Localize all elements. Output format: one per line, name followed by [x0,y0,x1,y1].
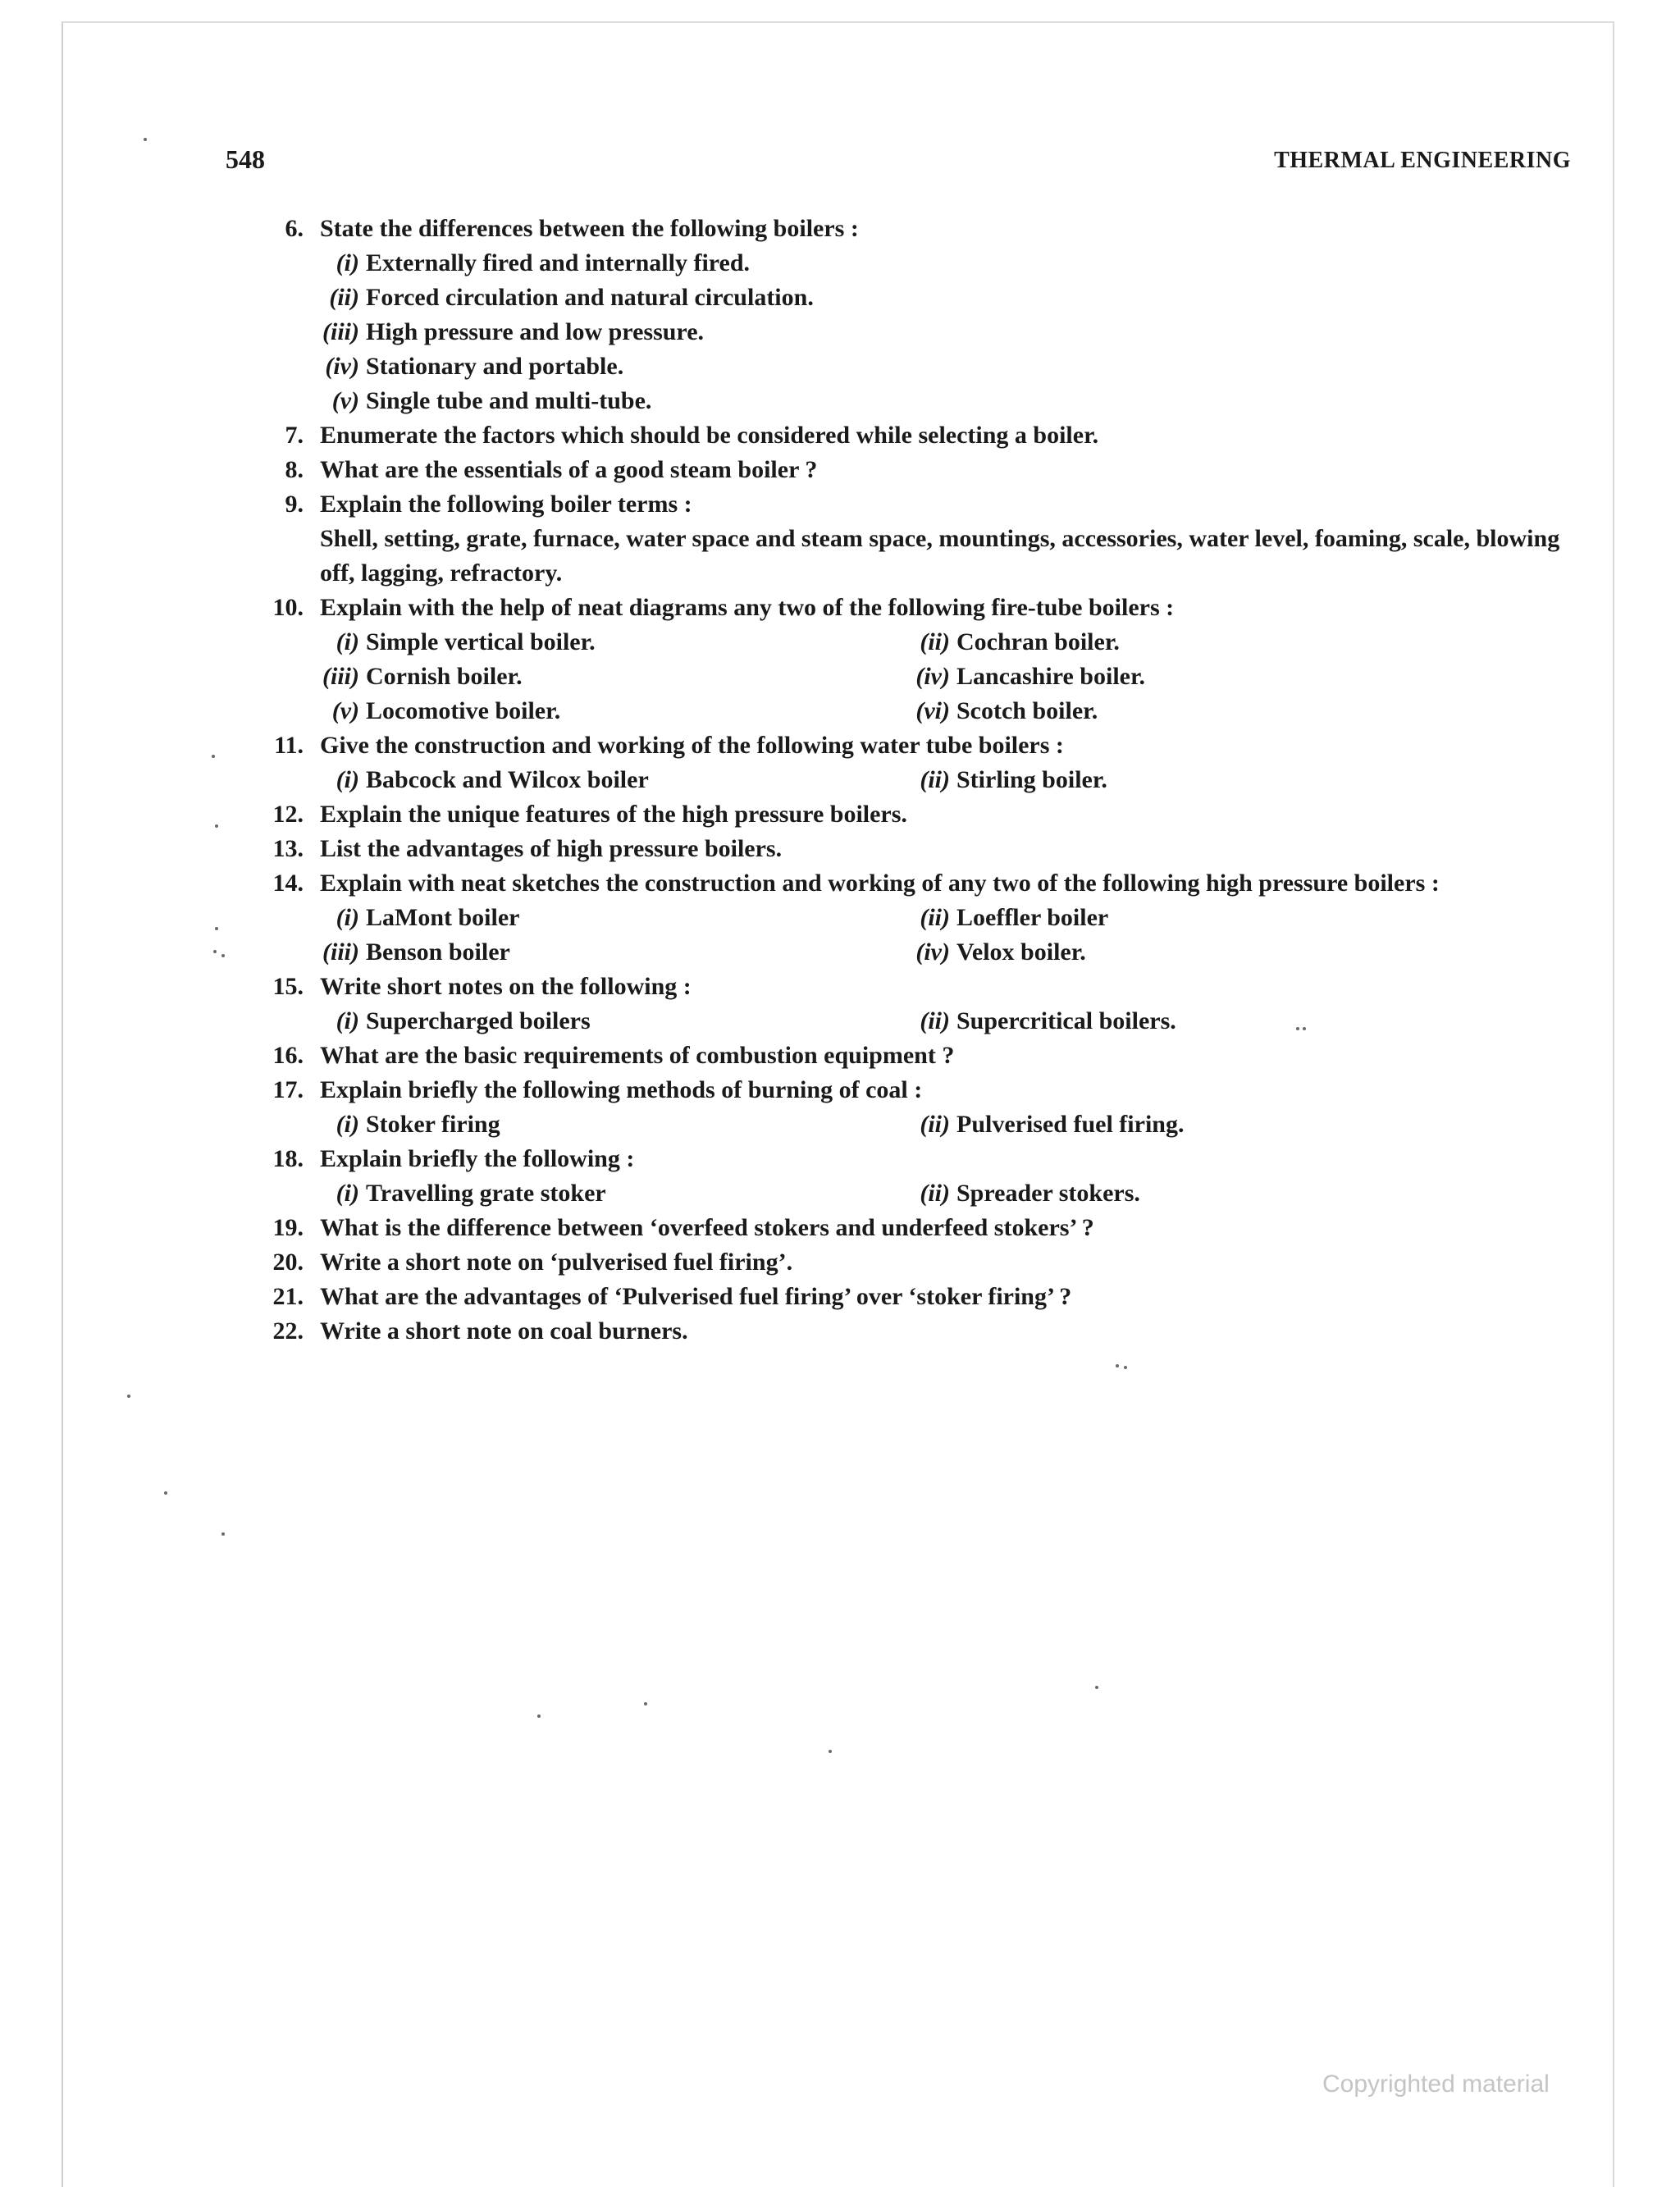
sub-item-numeral: (iv) [915,663,950,690]
scan-speck [1303,1027,1306,1030]
question-number: 22. [272,1317,304,1345]
question-text: Write a short note on ‘pulverised fuel firing’. [320,1249,793,1276]
question-item [246,487,1575,591]
sub-item-numeral: (iv) [915,938,950,966]
question-item [246,797,1575,832]
sub-item-text: Babcock and Wilcox boiler [366,766,649,793]
sub-item [320,901,911,935]
sub-item [320,281,1575,315]
page-number: 548 [226,144,265,174]
question-item [246,1073,1575,1142]
question-item [246,1280,1575,1314]
sub-item-text: Externally fired and internally fired. [366,249,751,276]
sub-item [911,901,1501,935]
sub-item-numeral: (i) [336,249,359,276]
question-item [246,832,1575,866]
sub-item [320,349,1575,384]
sub-item-text: Cornish boiler. [366,663,523,690]
sub-item-text: Supercharged boilers [366,1007,591,1034]
scan-speck [829,1750,832,1753]
question-text: Explain the following boiler terms : [320,491,692,518]
question-number: 17. [272,1076,304,1103]
question-item [246,212,1575,418]
sub-item-grid [320,763,1575,797]
sub-item-numeral: (i) [336,1111,359,1138]
sub-item-numeral: (iii) [322,938,359,966]
sub-item [320,1107,911,1142]
scan-speck [221,954,225,957]
sub-item-numeral: (i) [336,628,359,655]
exercise-questions [246,212,1575,1349]
sub-item-text: Stationary and portable. [366,353,624,380]
scan-speck [213,950,217,953]
sub-item [911,763,1501,797]
sub-item [911,1004,1501,1039]
sub-item-text: Supercritical boilers. [956,1007,1176,1034]
sub-item [320,1004,911,1039]
question-item [246,1142,1575,1211]
scan-speck [164,1491,167,1495]
sub-item-numeral: (ii) [920,1007,950,1034]
running-head: THERMAL ENGINEERING [1274,148,1571,173]
sub-item-grid [320,625,1575,728]
question-number: 8. [285,456,304,483]
question-number: 16. [272,1042,304,1069]
scan-speck [215,927,218,930]
sub-item-numeral: (iv) [325,353,359,380]
sub-item-grid [320,1176,1575,1211]
sub-item-grid [320,901,1575,970]
question-item [246,453,1575,487]
sub-item [911,935,1501,970]
sub-item-text: Cochran boiler. [956,628,1120,655]
question-number: 12. [272,801,304,828]
scan-speck [1296,1027,1299,1030]
page-header [226,144,1571,177]
question-text: Explain with neat sketches the construction and working of any two of the following high pressure boilers : [320,870,1440,897]
sub-item [320,763,911,797]
question-number: 18. [272,1145,304,1172]
question-text: What are the advantages of ‘Pulverised fuel firing’ over ‘stoker firing’ ? [320,1283,1072,1310]
sub-item [320,246,1575,281]
question-item [246,1314,1575,1349]
question-text: What is the difference between ‘overfeed stokers and underfeed stokers’ ? [320,1214,1094,1241]
sub-item [911,660,1501,694]
sub-item-numeral: (i) [336,904,359,931]
question-number: 19. [272,1214,304,1241]
question-number: 13. [272,835,304,862]
question-number: 21. [272,1283,304,1310]
scan-speck [537,1714,541,1718]
question-number: 9. [285,491,304,518]
sub-item-numeral: (i) [336,766,359,793]
question-continuation: Shell, setting, grate, furnace, water space and steam space, mountings, accessories, water level, foaming, scale, blowing off, lagging, refractory. [320,525,1560,587]
sub-item-text: Spreader stokers. [956,1180,1140,1207]
sub-item [911,1176,1501,1211]
sub-item-text: LaMont boiler [366,904,520,931]
question-text: Write a short note on coal burners. [320,1317,688,1345]
sub-item-text: Stoker firing [366,1111,500,1138]
sub-item-text: Loeffler boiler [956,904,1109,931]
sub-item [320,315,1575,349]
sub-item [911,694,1501,728]
sub-item-numeral: (v) [331,697,359,724]
scan-speck [212,755,215,758]
question-text: Explain briefly the following methods of burning of coal : [320,1076,923,1103]
scan-speck [644,1702,647,1705]
question-text: Enumerate the factors which should be considered while selecting a boiler. [320,422,1099,449]
sub-item-text: Lancashire boiler. [956,663,1146,690]
question-text: Explain briefly the following : [320,1145,635,1172]
sub-item-numeral: (ii) [920,904,950,931]
scan-speck [1116,1364,1119,1367]
sub-item-numeral: (i) [336,1180,359,1207]
question-text: State the differences between the following boilers : [320,215,859,242]
copyright-watermark: Copyrighted material [1322,2071,1550,2098]
sub-item-grid [320,1107,1575,1142]
sub-item [320,1176,911,1211]
sub-item-text: High pressure and low pressure. [366,318,705,345]
sub-item-numeral: (ii) [920,1111,950,1138]
question-item [246,1211,1575,1245]
question-number: 7. [285,422,304,449]
sub-item-text: Simple vertical boiler. [366,628,596,655]
sub-item-numeral: (vi) [915,697,950,724]
question-number: 6. [285,215,304,242]
sub-item-text: Forced circulation and natural circulation. [366,284,814,311]
question-text: What are the essentials of a good steam boiler ? [320,456,818,483]
question-item [246,970,1575,1039]
sub-item [911,625,1501,660]
sub-item-grid [320,1004,1575,1039]
sub-item [320,694,911,728]
question-text: What are the basic requirements of combustion equipment ? [320,1042,955,1069]
question-item [246,591,1575,728]
question-number: 15. [272,973,304,1000]
sub-item-text: Benson boiler [366,938,510,966]
question-item [246,866,1575,970]
scan-speck [127,1395,130,1398]
question-item [246,1245,1575,1280]
scan-speck [1095,1686,1098,1689]
question-item [246,418,1575,453]
sub-item-text: Pulverised fuel firing. [956,1111,1185,1138]
sub-item-text: Stirling boiler. [956,766,1107,793]
question-item [246,728,1575,797]
sub-item-numeral: (ii) [920,628,950,655]
question-text: Explain with the help of neat diagrams any two of the following fire-tube boilers : [320,594,1175,621]
sub-item [320,935,911,970]
scan-speck [221,1532,225,1536]
scan-speck [144,138,147,141]
question-number: 14. [272,870,304,897]
question-number: 10. [272,594,304,621]
question-text: Give the construction and working of the following water tube boilers : [320,732,1064,759]
question-text: Write short notes on the following : [320,973,692,1000]
sub-item-numeral: (ii) [920,766,950,793]
sub-item-text: Scotch boiler. [956,697,1098,724]
scan-speck [215,824,218,828]
scan-speck [1124,1366,1127,1369]
sub-item [320,660,911,694]
sub-item-numeral: (iii) [322,663,359,690]
sub-item-numeral: (v) [331,387,359,414]
sub-item-text: Velox boiler. [956,938,1086,966]
question-item [246,1039,1575,1073]
sub-item-text: Locomotive boiler. [366,697,561,724]
sub-item-numeral: (ii) [920,1180,950,1207]
question-number: 20. [272,1249,304,1276]
sub-item-numeral: (ii) [329,284,359,311]
sub-item-text: Single tube and multi-tube. [366,387,652,414]
sub-item-text: Travelling grate stoker [366,1180,606,1207]
question-text: List the advantages of high pressure boilers. [320,835,783,862]
sub-item [320,625,911,660]
question-number: 11. [274,732,304,759]
sub-item [911,1107,1501,1142]
sub-item-numeral: (i) [336,1007,359,1034]
question-text: Explain the unique features of the high pressure boilers. [320,801,907,828]
sub-item-numeral: (iii) [322,318,359,345]
sub-item [320,384,1575,418]
